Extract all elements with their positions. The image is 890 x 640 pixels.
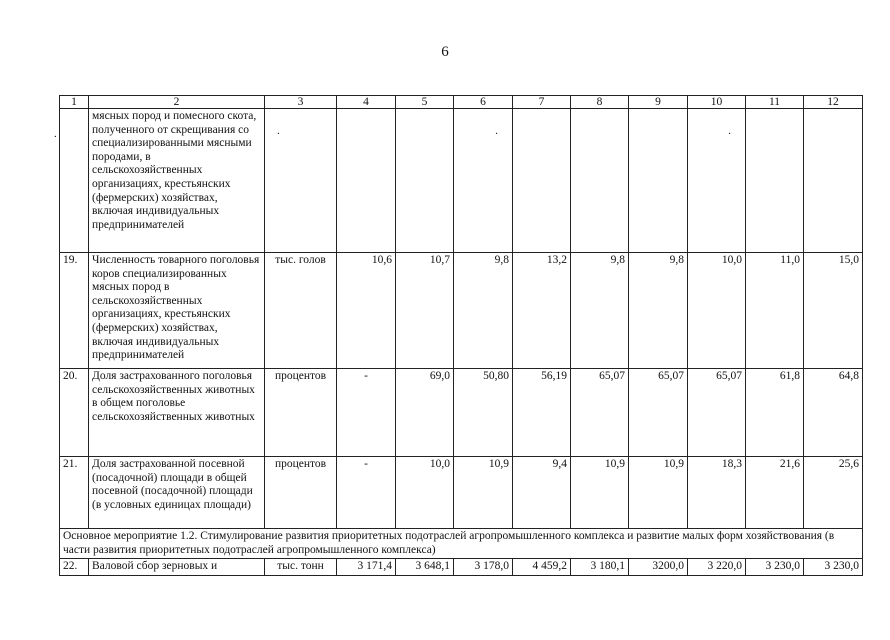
row-value: [746, 109, 804, 253]
row-index: 20.: [60, 369, 89, 457]
row-value: -: [337, 369, 396, 457]
row-value: [396, 109, 454, 253]
row-value: 3200,0: [629, 559, 688, 576]
row-value: 65,07: [629, 369, 688, 457]
page-number: 6: [441, 44, 449, 60]
row-name: мясных пород и помесного скота, полученного от скрещивания со специализированными мясными породами, в сельскохозяйственных организациях, крестьянских (фермерских) хозяйствах, включая индивидуальных предпринимателей: [89, 109, 265, 253]
row-value: 10,9: [454, 457, 513, 529]
table-row: [60, 369, 863, 457]
row-value: 56,19: [513, 369, 571, 457]
row-value: 3 178,0: [454, 559, 513, 576]
row-value: 10,9: [629, 457, 688, 529]
row-value: 3 230,0: [746, 559, 804, 576]
header-cell: 9: [629, 96, 688, 109]
row-value: 13,2: [513, 253, 571, 369]
row-value: 9,8: [571, 253, 629, 369]
row-value: 3 171,4: [337, 559, 396, 576]
header-cell: 11: [746, 96, 804, 109]
row-value: -: [337, 457, 396, 529]
row-value: 9,8: [629, 253, 688, 369]
row-name: Доля застрахованной посевной (посадочной) площади в общей посевной (посадочной) площади (в условных единицах площади): [89, 457, 265, 529]
scan-mark: .: [54, 128, 57, 140]
row-value: 10,9: [571, 457, 629, 529]
row-value: [804, 109, 863, 253]
row-index: 22.: [60, 559, 89, 576]
row-value: 10,6: [337, 253, 396, 369]
table-row-continuation: [60, 109, 863, 253]
row-value: [337, 109, 396, 253]
row-unit: процентов: [265, 369, 337, 457]
scan-mark: .: [728, 125, 731, 137]
row-value: 64,8: [804, 369, 863, 457]
indicators-table: [59, 95, 863, 576]
header-cell: 2: [89, 96, 265, 109]
row-value: 61,8: [746, 369, 804, 457]
header-cell: 6: [454, 96, 513, 109]
row-value: 69,0: [396, 369, 454, 457]
row-value: 11,0: [746, 253, 804, 369]
row-index: 21.: [60, 457, 89, 529]
row-name: Валовой сбор зерновых и: [89, 559, 265, 576]
header-cell: 4: [337, 96, 396, 109]
row-value: 3 180,1: [571, 559, 629, 576]
header-cell: 12: [804, 96, 863, 109]
row-unit: процентов: [265, 457, 337, 529]
row-index: [60, 109, 89, 253]
row-value: 21,6: [746, 457, 804, 529]
row-index: 19.: [60, 253, 89, 369]
scan-mark: .: [495, 125, 498, 137]
row-unit: тыс. голов: [265, 253, 337, 369]
header-cell: 1: [60, 96, 89, 109]
row-value: [629, 109, 688, 253]
row-value: 18,3: [688, 457, 746, 529]
row-value: 3 220,0: [688, 559, 746, 576]
row-value: 10,0: [396, 457, 454, 529]
scan-mark: .: [277, 125, 280, 137]
row-value: 9,8: [454, 253, 513, 369]
row-value: 3 230,0: [804, 559, 863, 576]
table-row: [60, 457, 863, 529]
row-value: [688, 109, 746, 253]
row-value: 25,6: [804, 457, 863, 529]
row-value: 10,7: [396, 253, 454, 369]
header-cell: 7: [513, 96, 571, 109]
table-row: [60, 559, 863, 576]
section-title: Основное мероприятие 1.2. Стимулирование развития приоритетных подотраслей агропромышленного комплекса и развитие малых форм хозяйствования (в части развития приоритетных подотраслей агропромышленного комплекса): [60, 529, 863, 559]
row-value: 15,0: [804, 253, 863, 369]
row-value: 65,07: [688, 369, 746, 457]
header-cell: 8: [571, 96, 629, 109]
row-name: Доля застрахованного поголовья сельскохозяйственных животных в общем поголовье сельскохозяйственных животных: [89, 369, 265, 457]
header-cell: 5: [396, 96, 454, 109]
row-value: [571, 109, 629, 253]
row-unit: [265, 109, 337, 253]
row-unit: тыс. тонн: [265, 559, 337, 576]
row-value: [454, 109, 513, 253]
table-row: [60, 253, 863, 369]
row-value: 65,07: [571, 369, 629, 457]
row-value: 50,80: [454, 369, 513, 457]
header-cell: 3: [265, 96, 337, 109]
row-value: [513, 109, 571, 253]
row-value: 3 648,1: [396, 559, 454, 576]
header-row: [60, 96, 863, 109]
row-value: 10,0: [688, 253, 746, 369]
row-name: Численность товарного поголовья коров специализированных мясных пород в сельскохозяйственных организациях, крестьянских (фермерских) хозяйствах, включая индивидуальных предпринимателей: [89, 253, 265, 369]
section-row: [60, 529, 863, 559]
row-value: 9,4: [513, 457, 571, 529]
row-value: 4 459,2: [513, 559, 571, 576]
header-cell: 10: [688, 96, 746, 109]
